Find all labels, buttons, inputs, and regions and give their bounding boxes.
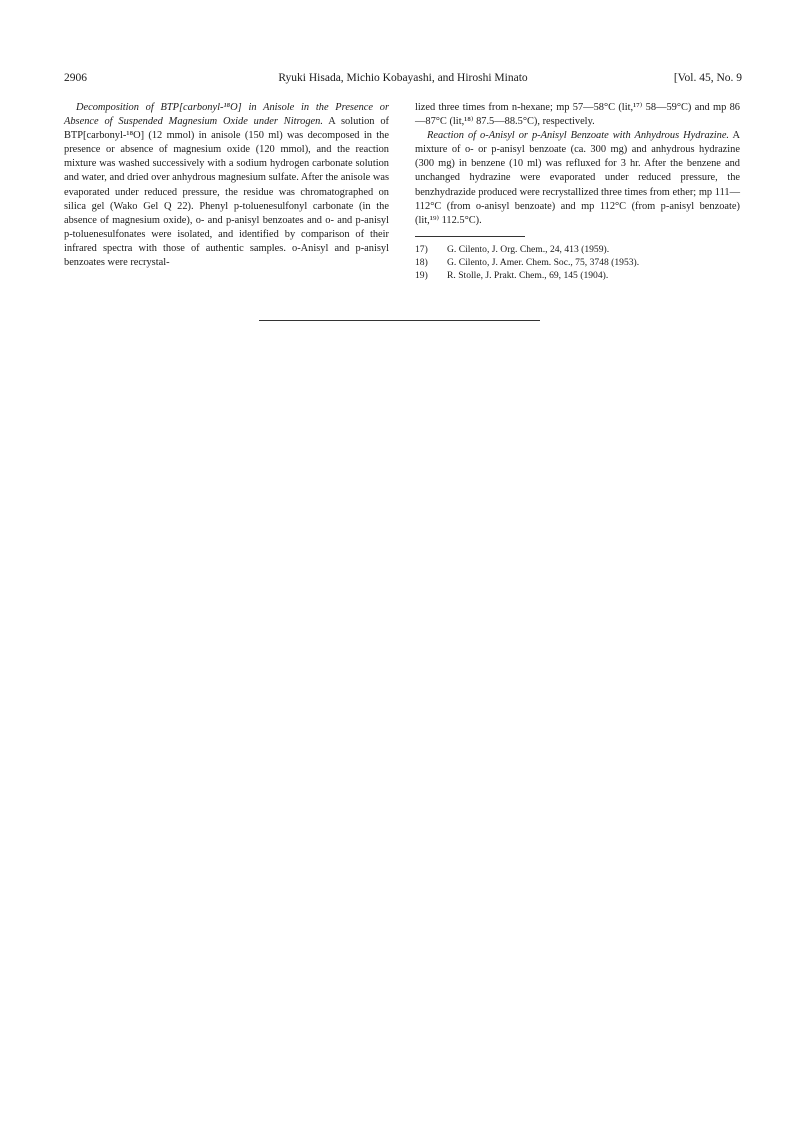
running-authors: Ryuki Hisada, Michio Kobayashi, and Hiroshi Minato: [278, 72, 528, 84]
left-column: [64, 101, 389, 270]
volume-info: [Vol. 45, No. 9: [673, 72, 742, 84]
continuation-paragraph: lized three times from n-hexane; mp 57—58°C (lit,¹⁷⁾ 58—59°C) and mp 86—87°C (lit,¹⁸⁾ 87.5—88.5°C), respectively.: [415, 102, 740, 128]
reference-text: R. Stolle, J. Prakt. Chem., 69, 145 (1904).: [447, 269, 609, 281]
section-body-decomposition: A solution of BTP[carbonyl-¹⁸O] (12 mmol) in anisole (150 ml) was decomposed in the presence or absence of magnesium oxide (120 mmol), and the reaction mixture was washed successively with a sodium hydrogen carbonate solution and water, and dried over anhydrous magnesium sulfate. After the anisole was evaporated under reduced pressure, the residue was chromatographed on silica gel (Wako Gel Q 22). Phenyl p-toluenesulfonyl carbonate (in the absence of magnesium oxide), o- and p-anisyl benzoates and o- and p-anisyl p-toluenesulfonates were isolated, and identified by comparison of their infrared spectra with those of authentic samples. o-Anisyl and p-anisyl benzoates were recrystal-: [64, 116, 389, 269]
section-paragraph-hydrazine: [415, 129, 740, 228]
reference-item: [415, 269, 740, 282]
right-column: [415, 101, 740, 282]
page-header: [64, 72, 742, 88]
article-end-rule: [259, 320, 540, 321]
reference-text: G. Cilento, J. Org. Chem., 24, 413 (1959).: [447, 243, 610, 255]
reference-item: [415, 243, 740, 256]
references-divider: [415, 236, 525, 237]
reference-number: 18): [415, 256, 428, 268]
reference-number: 19): [415, 269, 428, 281]
references-list: [415, 243, 740, 282]
section-heading-hydrazine: Reaction of o-Anisyl or p-Anisyl Benzoate with Anhydrous Hydrazine.: [427, 130, 730, 142]
reference-number: 17): [415, 243, 428, 255]
section-paragraph-decomposition: [64, 101, 389, 270]
page-number: 2906: [64, 72, 87, 84]
section-body-hydrazine: A mixture of o- or p-anisyl benzoate (ca. 300 mg) and anhydrous hydrazine (300 mg) in benzene (10 ml) was refluxed for 3 hr. After the benzene and unchanged hydrazine were evaporated under reduced pressure, the benzhydrazide produced were recrystallized three times from ether; mp 111—112°C (from o-anisyl benzoate) and mp 112°C (from p-anisyl benzoate) (lit,¹⁹⁾ 112.5°C).: [415, 130, 740, 226]
reference-item: [415, 256, 740, 269]
section-heading-decomposition: Decomposition of BTP[carbonyl-¹⁸O] in Anisole in the Presence or Absence of Suspended Magnesium Oxide under Nitrogen.: [64, 102, 389, 128]
reference-text: G. Cilento, J. Amer. Chem. Soc., 75, 3748 (1953).: [447, 256, 640, 268]
